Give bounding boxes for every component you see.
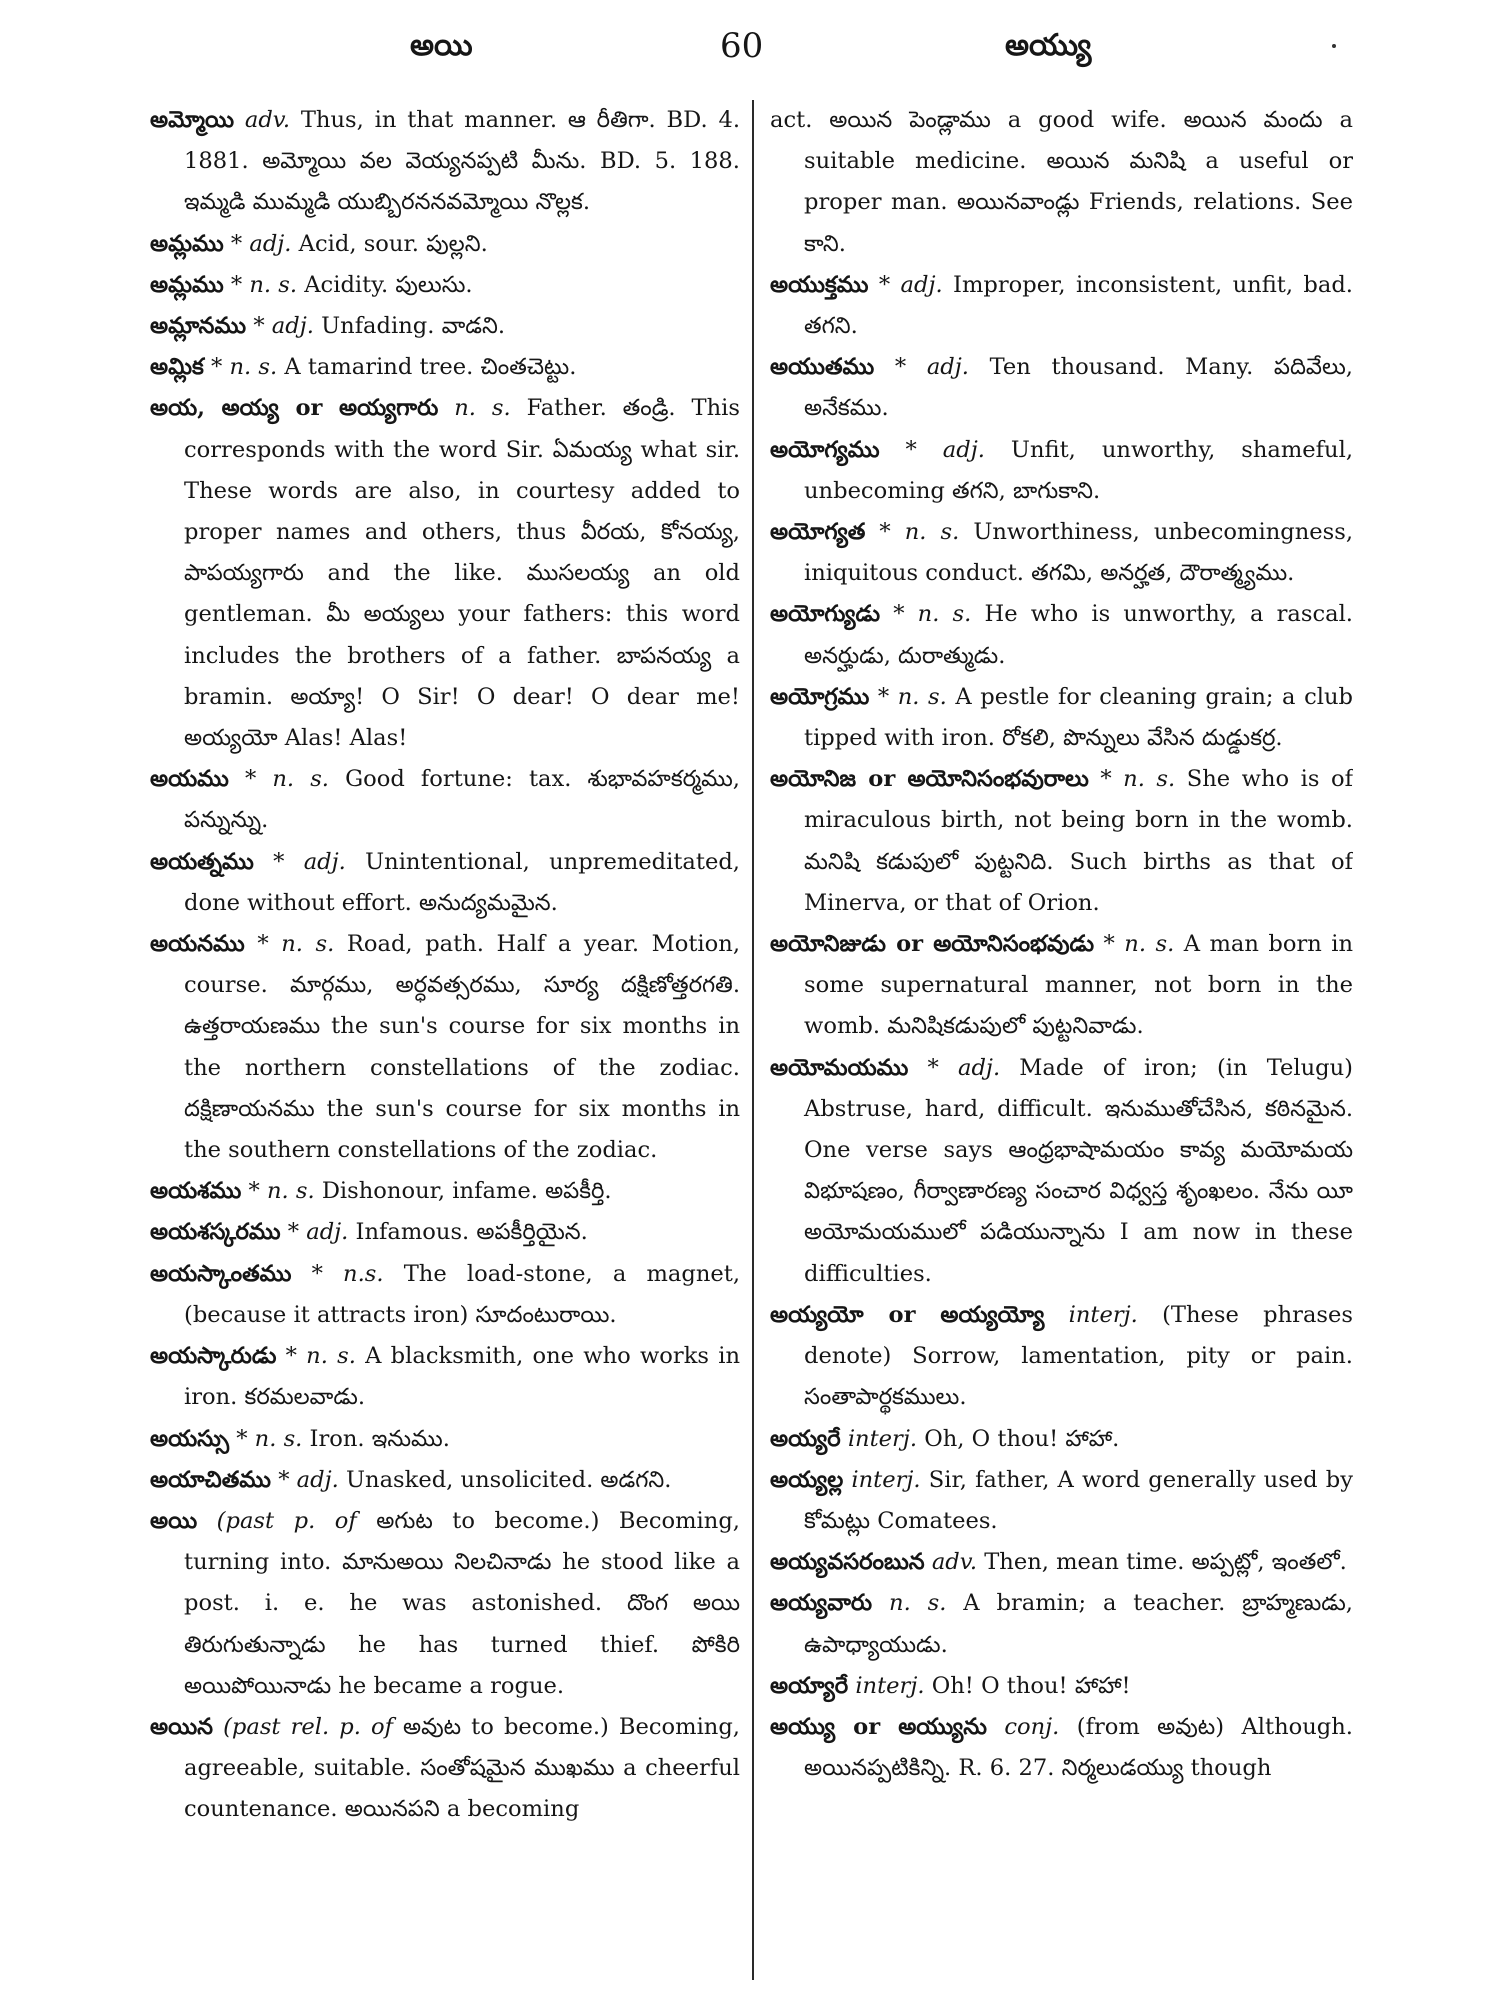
page-header [0, 0, 1500, 90]
entry-headword: అయస్కారుడు [150, 1343, 277, 1370]
entry-grammar: (past rel. p. of [223, 1713, 393, 1740]
entry-headword: అయశము [150, 1178, 242, 1205]
entry-definition: Road, path. Half a year. Motion, course. మార్గము, అర్ధవత్సరము, సూర్య దక్షిణోత్తరగతి. ఉత్తరాయణము the sun's course for six months in the northern constellations of the zodiac. దక్షిణాయనము the sun's course for six months in the southern constellations of the zodiac. [184, 931, 740, 1164]
entry-definition: A tamarind tree. చింతచెట్టు. [277, 354, 577, 381]
entry-grammar: * n. s. [893, 601, 972, 628]
dictionary-entry [150, 1254, 740, 1336]
entry-grammar: * adj. [278, 1466, 339, 1493]
entry-headword: అమ్లము [150, 271, 224, 298]
entry-definition: act. అయిన పెండ్లాము a good wife. అయిన మందు a suitable medicine. అయిన మనిషి a useful or proper man. అయినవాండ్లు Friends, relations. See కాని. [770, 107, 1353, 257]
entry-grammar: interj. [855, 1672, 925, 1699]
entry-definition: Unasked, unsolicited. అడగని. [338, 1466, 672, 1493]
dictionary-entry [150, 347, 740, 388]
entry-definition: Infamous. అపకీర్తియైన. [348, 1219, 588, 1246]
dictionary-entry [150, 224, 740, 265]
entry-definition: Father. తండ్రి. This corresponds with the word Sir. ఏమయ్య what sir. These words are also, in courtesy added to proper names and others, thus వీరయ, కోనయ్య, పాపయ్యగారు and the like. ముసలయ్య an old gentleman. మీ అయ్యలు your fathers: this word includes the brothers of a father. బాపనయ్య a bramin. అయ్యా! O Sir! O dear! O dear me! అయ్యయో Alas! Alas! [184, 395, 740, 752]
dictionary-entry [770, 1460, 1353, 1542]
entry-definition: Unintentional, unpremeditated, done without effort. అనుద్యమమైన. [184, 848, 740, 916]
entry-definition: Unworthiness, unbecomingness, iniquitous conduct. తగమి, అనర్హత, దౌరాత్మ్యము. [804, 519, 1353, 587]
entry-headword: అమ్మోయి [150, 107, 235, 133]
entry-grammar: interj. [1068, 1301, 1138, 1328]
entry-grammar: * adj. [894, 354, 969, 381]
entry-definition: A man born in some supernatural manner, not born in the womb. మనిషికడుపులో పుట్టనివాడు. [804, 931, 1353, 1040]
entry-headword: అమ్లానము [150, 313, 247, 340]
entry-headword: అయము [150, 766, 229, 793]
entry-headword: అయాచితము [150, 1466, 271, 1493]
entry-headword: అయ్యయో or అయ్యయ్యో [770, 1301, 1045, 1328]
entry-definition: Made of iron; (in Telugu) Abstruse, hard, difficult. ఇనుముతోచేసిన, కఠినమైన. One verse says ఆంధ్రభాషామయం కావ్య మయోమయ విభూషణం, గీర్వాణారణ్య సంచార విధ్వస్త శృంఖలం. నేను యీ అయోమయములో పడియున్నాను I am now in these difficulties. [804, 1054, 1353, 1287]
entry-definition: అవుట to become.) Becoming, agreeable, suitable. సంతోషమైన ముఖము a cheerful countenance. అయినపని a becoming [184, 1713, 740, 1823]
entry-grammar: interj. [851, 1466, 921, 1493]
entry-definition: Iron. ఇనుము. [302, 1425, 450, 1452]
entry-definition: A blacksmith, one who works in iron. కరమలవాడు. [184, 1343, 740, 1411]
entry-headword: అయస్సు [150, 1425, 229, 1452]
dictionary-entry [150, 1212, 740, 1253]
dictionary-entry [150, 388, 740, 759]
dictionary-entry [150, 306, 740, 347]
dictionary-entry [150, 265, 740, 306]
entry-grammar: n. s. [454, 395, 511, 422]
entry-definition: Sir, father, A word generally used by కోమట్లు Comatees. [804, 1466, 1353, 1534]
entry-definition: She who is of miraculous birth, not being born in the womb. మనిషి కడుపులో పుట్టనిది. Such births as that of Minerva, or that of Orion. [804, 766, 1353, 916]
entry-headword: అయ్యారే [770, 1672, 849, 1699]
dictionary-entry [770, 677, 1353, 759]
column-divider [752, 100, 754, 1980]
entry-definition: Good fortune: tax. శుభావహకర్మము, పన్నున్ను. [184, 766, 740, 834]
entry-headword: అయోగ్యము [770, 436, 880, 463]
entry-grammar: * n. s. [210, 354, 278, 381]
entry-grammar: interj. [847, 1425, 918, 1452]
entry-grammar: * n. s. [879, 519, 960, 546]
entry-grammar: * n. s. [1100, 766, 1176, 793]
dictionary-entry [150, 1336, 740, 1418]
entry-grammar: * n. s. [244, 766, 329, 793]
dictionary-entry [770, 100, 1353, 265]
entry-definition: Oh! O thou! హాహా! [924, 1672, 1131, 1699]
dictionary-entry [150, 1707, 740, 1831]
entry-headword: అమ్లిక [150, 354, 204, 381]
entry-grammar: * n. s. [248, 1178, 315, 1205]
entry-headword: అయుతము [770, 354, 875, 381]
entry-headword: అయ్యల్ల [770, 1466, 844, 1493]
entry-definition: A bramin; a teacher. బ్రాహ్మణుడు, ఉపాధ్యాయుడు. [804, 1590, 1353, 1658]
entry-headword: అయత్నము [150, 848, 254, 875]
entry-grammar: * adj. [287, 1219, 349, 1246]
dictionary-entry [150, 1419, 740, 1460]
left-guide-word: అయి [410, 28, 473, 63]
dictionary-entry [150, 1460, 740, 1501]
entry-headword: అయోగ్రము [770, 683, 870, 710]
entry-definition: Oh, O thou! హాహా. [917, 1425, 1120, 1452]
entry-grammar: n. s. [889, 1590, 947, 1617]
entry-definition: Thus, in that manner. ఆ రీతిగా. BD. 4. 1881. అమ్మోయి వల వెయ్యనప్పటి మీను. BD. 5. 188. ఇమ్మడి ముమ్మడి యుబ్బిరననవమ్మోయి నొల్లక. [184, 107, 740, 216]
dictionary-entry [150, 924, 740, 1171]
entry-headword: అయ, అయ్య or అయ్యగారు [150, 395, 439, 422]
entry-grammar: * adj. [927, 1054, 1001, 1081]
entry-headword: అయనము [150, 931, 245, 958]
entry-headword: అయ్యు or అయ్యును [770, 1713, 987, 1740]
entry-grammar: * n. s. [257, 931, 335, 958]
entry-grammar: * adj. [878, 271, 943, 298]
entry-headword: అయ్యరే [770, 1425, 841, 1452]
entry-definition: Acid, sour. పుల్లని. [291, 230, 488, 257]
entry-grammar: * n. s. [236, 1425, 303, 1452]
dictionary-entry [770, 1666, 1353, 1707]
entry-grammar: conj. [1004, 1713, 1060, 1740]
entry-headword: అయస్కాంతము [150, 1260, 292, 1287]
dictionary-entry [770, 594, 1353, 676]
entry-grammar: * adj. [905, 436, 985, 463]
entry-definition: Unfading. వాడని. [313, 313, 506, 340]
entry-definition: Then, mean time. అప్పట్లో, ఇంతలో. [977, 1549, 1347, 1576]
dictionary-entry [150, 100, 740, 224]
entry-headword: అయోగ్యత [770, 519, 866, 546]
dictionary-entry [770, 759, 1353, 924]
entry-definition: Dishonour, infame. అపకీర్తి. [314, 1178, 612, 1205]
entry-definition: Ten thousand. Many. పదివేలు, అనేకము. [804, 354, 1353, 422]
entry-headword: అమ్లము [150, 230, 224, 257]
entry-grammar: * n. s. [1103, 931, 1175, 958]
dictionary-entry [150, 1171, 740, 1212]
entry-headword: అయోనిజుడు or అయోనిసంభవుడు [770, 931, 1095, 958]
entry-headword: అయి [150, 1507, 198, 1534]
dictionary-entry [770, 1583, 1353, 1665]
dictionary-entry [770, 1295, 1353, 1419]
entry-definition: The load-stone, a magnet, (because it attracts iron) సూదంటురాయి. [184, 1260, 740, 1328]
dictionary-entry [770, 265, 1353, 347]
stray-dot [1332, 44, 1336, 48]
entry-grammar: adv. [931, 1549, 978, 1576]
dictionary-entry [770, 1048, 1353, 1295]
entry-headword: అయిన [150, 1713, 213, 1740]
entry-definition: అగుట to become.) Becoming, turning into. మానుఅయి నిలచినాడు he stood like a post. i. e. he was astonished. దొంగ అయి తిరుగుతున్నాడు he has turned thief. పోకిరి అయిపోయినాడు he became a rogue. [184, 1507, 740, 1699]
entry-grammar: * n. s. [285, 1343, 356, 1370]
dictionary-entry [770, 1707, 1353, 1789]
dictionary-entry [150, 1501, 740, 1707]
entry-headword: అయోమయము [770, 1054, 909, 1081]
dictionary-entry [150, 842, 740, 924]
entry-headword: అయ్యవారు [770, 1590, 873, 1617]
entry-grammar: * adj. [230, 230, 292, 257]
entry-definition: (from అవుట) Although. అయినప్పటికిన్ని. R. 6. 27. నిర్మలుడయ్యు though [804, 1713, 1353, 1782]
entry-definition: A pestle for cleaning grain; a club tipped with iron. రోకలి, పొన్నులు వేసిన దుడ్డుకర్ర. [804, 683, 1353, 752]
entry-definition: (These phrases denote) Sorrow, lamentation, pity or pain. సంతాపార్థకములు. [804, 1301, 1353, 1411]
page-number: 60 [720, 26, 764, 66]
entry-headword: అయోనిజ or అయోనిసంభవురాలు [770, 766, 1089, 793]
entry-headword: అయోగ్యుడు [770, 601, 881, 628]
dictionary-entry [770, 1419, 1353, 1460]
entry-headword: అయశస్కరము [150, 1219, 281, 1246]
entry-definition: Unfit, unworthy, shameful, unbecoming తగని, బాగుకాని. [804, 436, 1353, 504]
entry-grammar: * adj. [253, 313, 314, 340]
entry-headword: అయ్యవసరంబున [770, 1549, 925, 1576]
dictionary-entry [770, 1542, 1353, 1583]
entry-headword: అయుక్తము [770, 271, 869, 298]
dictionary-entry [770, 512, 1353, 594]
entry-definition: He who is unworthy, a rascal. అనర్హుడు, దురాత్ముడు. [804, 601, 1353, 669]
right-guide-word: అయ్యు [1005, 28, 1092, 63]
entry-grammar: * n.s. [311, 1260, 384, 1287]
left-column [150, 100, 740, 1990]
entry-definition: Acidity. పులుసు. [297, 271, 473, 298]
entry-grammar: * n. s. [230, 271, 298, 298]
dictionary-entry [770, 924, 1353, 1048]
dictionary-entry [770, 430, 1353, 512]
entry-grammar: * adj. [273, 848, 346, 875]
entry-grammar: (past p. of [216, 1507, 357, 1534]
entry-grammar: adv. [244, 107, 291, 133]
right-column [770, 100, 1353, 1990]
entry-grammar: * n. s. [877, 683, 947, 710]
entry-definition: Improper, inconsistent, unfit, bad. తగని. [804, 271, 1353, 340]
dictionary-entry [770, 347, 1353, 429]
dictionary-entry [150, 759, 740, 841]
